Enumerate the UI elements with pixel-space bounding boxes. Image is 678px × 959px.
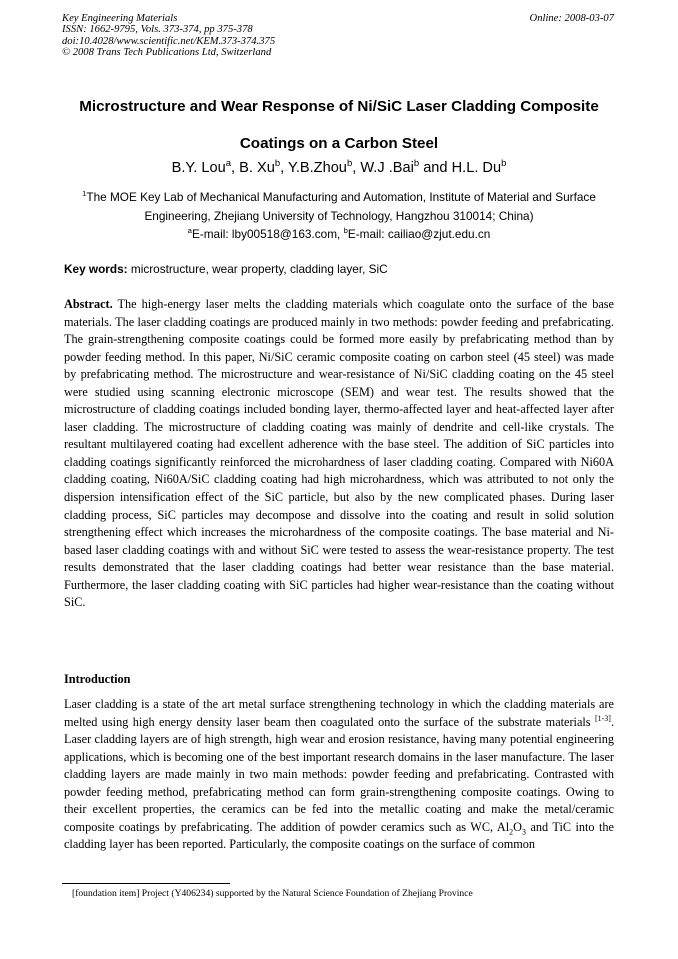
title-line-2: Coatings on a Carbon Steel [239, 135, 439, 152]
affiliation-line-1: $^1$The MOE Key Lab of Mechanical Manufacturing and Automation, Institute of Material and Surface [82, 189, 596, 204]
doi-line: doi:10.4028/www.scientific.net/KEM.373-374.375 [62, 35, 276, 47]
keywords-label: Key words: [64, 262, 128, 276]
keywords-text: microstructure, wear property, cladding layer, SiC [127, 262, 388, 276]
author-4: W.J .Bai$^b$ and [360, 158, 452, 176]
journal-name: Key Engineering Materials [62, 13, 178, 24]
journal-header [62, 13, 614, 59]
issn-line: ISSN: 1662-9795, Vols. 373-374, pp 375-378 [62, 24, 253, 36]
author-5: H.L. Du$^b$ [451, 158, 507, 176]
paper-title [40, 88, 638, 162]
footnote: [foundation item] Project (Y406234) supported by the Natural Science Foundation of Zhejiang Province [72, 888, 473, 899]
copyright-line: © 2008 Trans Tech Publications Ltd, Switzerland [62, 47, 272, 59]
email-line: $^a$E-mail: lby00518@163.com, $^b$E-mail: cailiao@zjut.edu.cn [187, 226, 491, 242]
author-list [40, 158, 638, 178]
abstract-text: The high-energy laser melts the cladding materials which coagulate onto the surface of the base materials. The laser cladding coatings are produced mainly in two methods: powder feeding and prefabricating. The grain-strengthening composite coatings could be formed more easily by prefabricating method than by powder feeding method. In this paper, Ni/SiC ceramic composite coating on carbon steel (45 steel) was made by prefabricating method. The microstructure and wear-resistance of Ni/SiC cladding coating on the 45 steel were studied using scanning electronic microscope (SEM) and wear test. The results showed that the microstructure of cladding coatings included bonding layer, thermo-affected layer and heat-affected layer after laser cladding. The microstructure of cladding coating was mainly of dendrite and cell-like crystals. The resultant multilayered coating had excellent adherence with the base steel. The addition of SiC particles into cladding coatings significantly reinforced the microhardness of laser cladding coating. Compared with Ni60A cladding coating, Ni60A/SiC cladding coating had high microhardness, which was attributed to not only the dispersion intensification effect of the SiC particle, but also by the new complicated phases. During laser cladding process, SiC particles may decompose and dissolve into the coating and result in solid solution strengthening effect which increases the microhardness of the composite coatings. The base material and Ni-based laser cladding coatings with and without SiC were tested to assess the wear-resistance property. The test results demonstrated that the laser cladding coatings had better wear resistance than the base material. Furthermore, the laser cladding coating with SiC particles had higher wear-resistance than the coating without SiC. [64, 297, 614, 610]
keywords [64, 262, 614, 276]
introduction-heading: Introduction [64, 672, 131, 686]
abstract-label: Abstract. [64, 297, 113, 311]
affiliation-line-2: Engineering, Zhejiang University of Technology, Hangzhou 310014; China) [144, 208, 534, 223]
citation: [1-3] [595, 713, 611, 723]
introduction-paragraph: Laser cladding is a state of the art metal surface strengthening technology in which the cladding materials are melted using high energy density laser beam then coagulated onto the surface of the substrate materials [1-3]. Laser cladding layers are of high strength, high wear and erosion resistance, having many potential engineering applications, which is becoming one of the best important research domains in the laser manufacture. The laser cladding layers are made mainly in two main methods: powder feeding and prefabricating. Contrasted with powder feeding method, prefabricating method can form grain-strengthening composite coatings. Owing to their excellent properties, the ceramics can be fed into the metallic coating and make the metal/ceramic composite coatings by prefabricating. The addition of powder ceramics such as WC, $Al_2O_3$ and TiC into the cladding layer has been reported. Particularly, the composite coatings on the surface of common [64, 697, 614, 851]
author-3: Y.B.Zhou$^b$, [287, 158, 361, 176]
author-2: B. Xu$^b$, [239, 158, 288, 176]
title-line-1: Microstructure and Wear Response of Ni/SiC Laser Cladding Composite [79, 98, 599, 115]
affiliation [50, 188, 628, 244]
footnote-rule [62, 883, 230, 884]
author-1: B.Y. Lou$^a$, [171, 158, 240, 176]
online-date: Online: 2008-03-07 [529, 13, 614, 24]
abstract [64, 296, 614, 612]
